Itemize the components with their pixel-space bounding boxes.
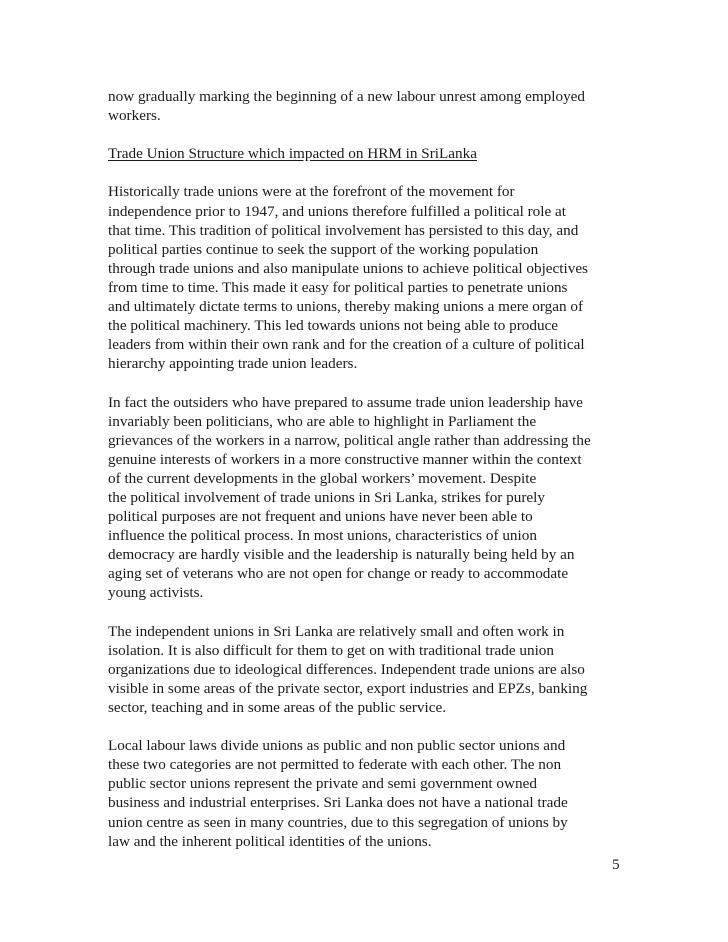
text-line: invariably been politicians, who are able to highlight in Parliament the: [108, 412, 537, 430]
text-line: now gradually marking the beginning of a new labour unrest among employed: [108, 88, 586, 105]
text-line: business and industrial enterprises. Sri Lanka does not have a national trade: [108, 794, 568, 812]
text-line: political parties continue to seek the support of the working population: [108, 240, 539, 258]
paragraph-gap: [108, 603, 626, 622]
text-line: through trade unions and also manipulate unions to achieve political objectives: [108, 259, 588, 277]
paragraph-gap: [108, 373, 626, 392]
text-line: young activists.: [108, 584, 204, 602]
paragraph-outsiders: [108, 393, 626, 603]
text-line: Historically trade unions were at the forefront of the movement for: [108, 183, 515, 201]
text-line: leaders from within their own rank and for the creation of a culture of political: [108, 336, 585, 354]
text-line: law and the inherent political identities of the unions.: [108, 832, 432, 850]
text-line: union centre as seen in many countries, due to this segregation of unions by: [108, 813, 568, 831]
text-line: that time. This tradition of political involvement has persisted to this day, and: [108, 221, 579, 239]
paragraph-gap: [108, 717, 626, 736]
text-line: visible in some areas of the private sector, export industries and EPZs, banking: [108, 679, 588, 697]
paragraph-labour-laws: [108, 736, 626, 851]
text-line: and ultimately dictate terms to unions, thereby making unions a mere organ of: [108, 298, 584, 316]
paragraph-gap: [108, 125, 626, 144]
text-line: from time to time. This made it easy for political parties to penetrate unions: [108, 278, 568, 296]
document-page: [108, 87, 626, 851]
text-line: In fact the outsiders who have prepared to assume trade union leadership have: [108, 393, 583, 411]
text-line: workers.: [108, 107, 161, 125]
text-line: these two categories are not permitted to federate with each other. The non: [108, 756, 562, 774]
text-line: independence prior to 1947, and unions therefore fulfilled a political role at: [108, 202, 566, 220]
intro-paragraph: [108, 87, 626, 125]
text-line: hierarchy appointing trade union leaders.: [108, 355, 358, 373]
text-line: genuine interests of workers in a more constructive manner within the context: [108, 450, 582, 468]
page-number: 5: [612, 856, 620, 873]
text-line: public sector unions represent the private and semi government owned: [108, 775, 537, 793]
text-line: democracy are hardly visible and the leadership is naturally being held by an: [108, 546, 575, 564]
text-line: The independent unions in Sri Lanka are relatively small and often work in: [108, 622, 565, 640]
text-line: the political involvement of trade unions in Sri Lanka, strikes for purely: [108, 488, 545, 506]
text-line: isolation. It is also difficult for them to get on with traditional trade union: [108, 641, 554, 659]
section-heading: Trade Union Structure which impacted on HRM in SriLanka: [108, 145, 477, 163]
paragraph-history: [108, 182, 626, 373]
text-line: the political machinery. This led towards unions not being able to produce: [108, 317, 559, 335]
text-line: of the current developments in the global workers’ movement. Despite: [108, 469, 537, 487]
text-line: sector, teaching and in some areas of the public service.: [108, 699, 447, 716]
text-line: Local labour laws divide unions as public and non public sector unions and: [108, 737, 566, 755]
paragraph-independent-unions: [108, 622, 626, 717]
text-line: organizations due to ideological differences. Independent trade unions are also: [108, 660, 585, 678]
text-line: political purposes are not frequent and unions have never been able to: [108, 508, 533, 526]
text-line: grievances of the workers in a narrow, political angle rather than addressing the: [108, 431, 591, 449]
paragraph-gap: [108, 163, 626, 182]
text-line: aging set of veterans who are not open for change or ready to accommodate: [108, 565, 569, 583]
text-line: influence the political process. In most unions, characteristics of union: [108, 527, 537, 545]
